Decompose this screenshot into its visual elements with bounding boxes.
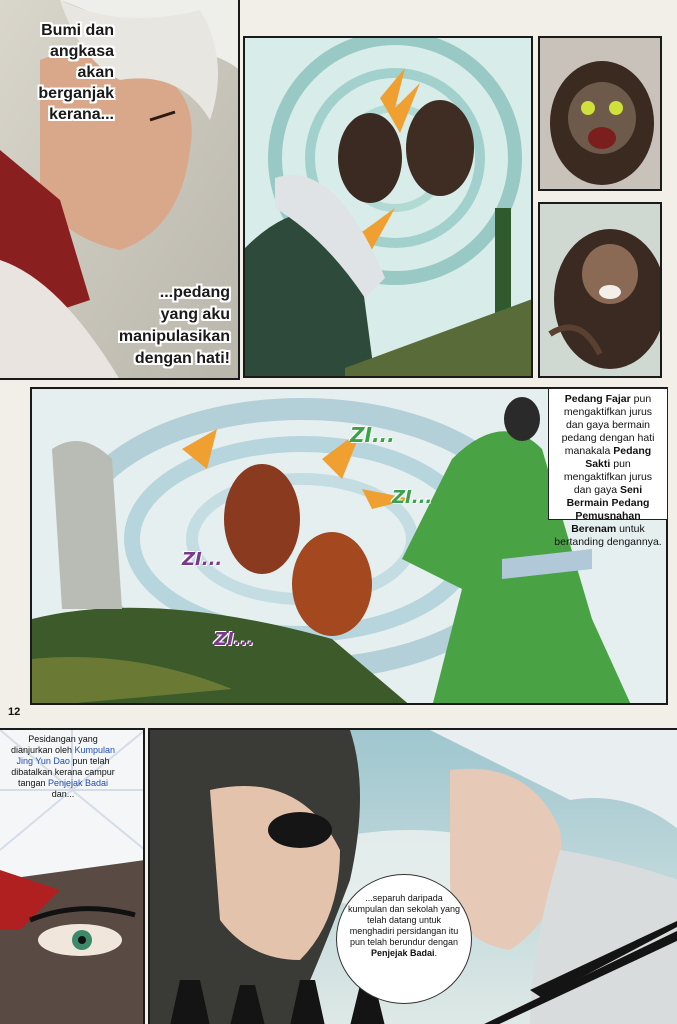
bubble-character-name: Penjejak Badai	[370, 948, 435, 958]
panel-2-art	[245, 38, 533, 378]
panel-3b-monkey-growl	[538, 202, 662, 378]
narration-name: Pedang Sakti	[585, 445, 652, 470]
panel-6-speech-bubble	[336, 874, 472, 1004]
narration-technique: Seni Bermain Pedang Pemusnahan Berenam	[566, 484, 650, 535]
caption-line: ...pedang	[159, 284, 230, 301]
caption-line: kerana...	[49, 106, 114, 123]
caption-line: yang aku	[160, 306, 230, 323]
panel-5-caption	[8, 734, 118, 800]
caption-line: dengan hati!	[134, 350, 230, 367]
panel-3b-art	[540, 204, 662, 378]
caption-text: pun telah dibatalkan kerana campur tangan	[11, 756, 115, 788]
narration-name: Pedang Fajar	[564, 393, 631, 405]
caption-line: angkasa	[49, 43, 114, 60]
panel-5-eye-closeup	[0, 728, 145, 1024]
panel-4-narration-box	[548, 388, 668, 548]
caption-line: berganjak	[38, 85, 114, 102]
caption-group-name: Kumpulan Jing Yun Dao	[16, 745, 116, 766]
caption-line: akan	[77, 64, 114, 81]
caption-line: Bumi dan	[41, 22, 114, 39]
panel-6-faceoff	[148, 728, 677, 1024]
panel-1-caption-top	[6, 20, 114, 125]
caption-text: Pesidangan yang dianjurkan oleh	[10, 734, 98, 755]
narration-text: pun mengaktifkan jurus dan gaya	[563, 458, 653, 496]
panel-3a-monkey-snarl	[538, 36, 662, 191]
panel-2-monkeys-vortex	[243, 36, 533, 378]
panel-3a-art	[540, 38, 662, 191]
caption-line: manipulasikan	[118, 328, 230, 345]
panel-1-swordsman-closeup	[0, 0, 240, 380]
sfx-zi-4: ZI...	[214, 629, 255, 650]
sfx-zi-3: ZI...	[182, 549, 223, 570]
bubble-text: .	[434, 948, 438, 958]
bubble-text: ...separuh daripada kumpulan dan sekolah yang telah datang untuk menghadiri persidangan itu pun telah berundur dengan	[347, 893, 461, 947]
narration-text: pun mengaktifkan jurus dan gaya bermain pedang dengan hati manakala	[561, 393, 655, 457]
panel-1-caption-bottom	[80, 282, 230, 370]
narration-text: untuk bertanding dengannya.	[554, 523, 662, 548]
sfx-zi-2: ZI...	[392, 487, 433, 508]
caption-text: dan...	[51, 789, 75, 799]
sfx-zi-1: ZI...	[350, 423, 395, 447]
page-number: 12	[8, 706, 21, 718]
caption-character-name: Penjejak Badai	[47, 778, 109, 788]
